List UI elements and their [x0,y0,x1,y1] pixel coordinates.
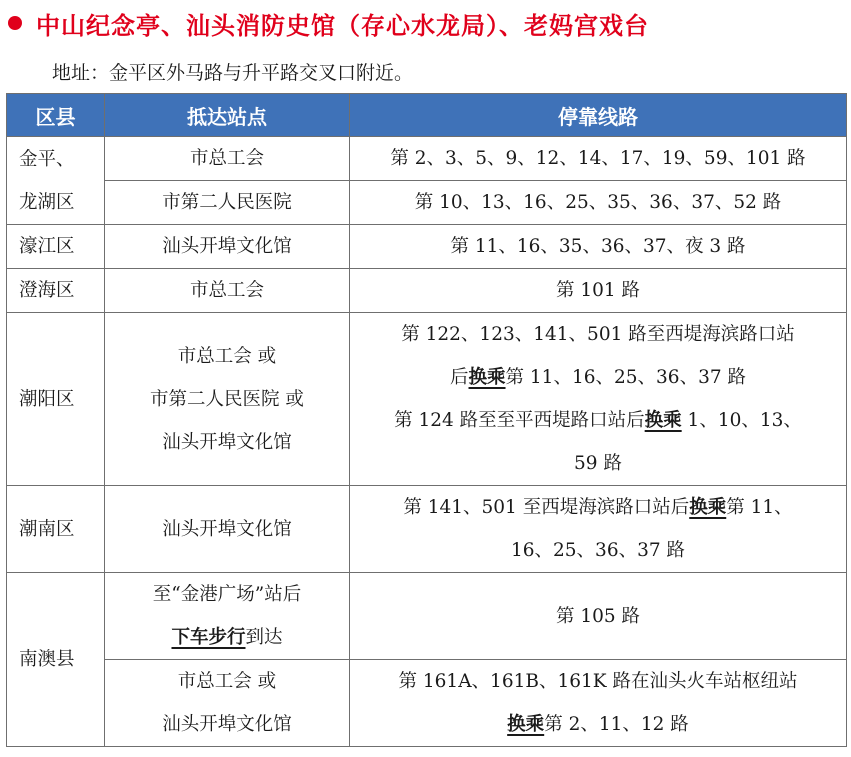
stop-line: 市总工会 或 [177,671,277,692]
stop-cell: 市第二人民医院 [105,181,350,225]
stop-line: 至“金港广场”站后 [152,584,302,605]
page-title: 中山纪念亭、汕头消防史馆（存心水龙局）、老妈宫戏台 [36,11,649,40]
district-cell [7,137,105,225]
routes-cell: 第 105 路 [350,573,847,660]
district-line: 金平、 [19,148,75,170]
routes-cell: 第 10、13、16、25、35、36、37、52 路 [350,181,847,225]
stop-line [109,616,345,659]
stop-cell: 汕头开埠文化馆 [105,225,350,269]
bullet-icon [8,16,22,30]
district-cell: 潮阳区 [7,313,105,486]
table-header-row [7,94,847,137]
stop-line: 汕头开埠文化馆 [162,714,292,735]
routes-cell [350,486,847,573]
walk-emphasis: 下车步行 [171,627,246,648]
routes-line [354,356,842,399]
routes-cell: 第 101 路 [350,269,847,313]
routes-cell: 第 2、3、5、9、12、14、17、19、59、101 路 [350,137,847,181]
stop-cell [105,573,350,660]
routes-text: 第 11、16、25、36、37 路 [505,367,746,388]
stop-cell: 市总工会 [105,137,350,181]
routes-cell [350,313,847,486]
table-row [7,181,847,225]
stop-line: 市总工会 或 [177,345,277,367]
column-header-routes: 停靠线路 [350,94,847,137]
stop-cell: 汕头开埠文化馆 [105,486,350,573]
routes-cell [350,660,847,747]
stop-cell [105,313,350,486]
transfer-emphasis: 换乘 [507,714,545,735]
column-header-district: 区县 [7,94,105,137]
routes-line [354,703,842,746]
transfer-emphasis: 换乘 [689,497,727,518]
routes-text: 后 [450,367,469,388]
stop-cell [105,660,350,747]
stop-line: 市第二人民医院 或 [150,388,304,410]
transfer-emphasis: 换乘 [468,367,506,388]
routes-line: 16、25、36、37 路 [510,540,686,561]
stop-line: 汕头开埠文化馆 [162,431,292,453]
table-row [7,225,847,269]
address-text: 地址：金平区外马路与升平路交叉口附近。 [52,62,414,84]
table-row [7,269,847,313]
routes-line: 第 161A、161B、161K 路在汕头火车站枢纽站 [398,671,798,692]
district-cell: 濠江区 [7,225,105,269]
column-header-stop: 抵达站点 [105,94,350,137]
stop-text: 到达 [245,627,283,648]
table-row [7,313,847,486]
district-cell: 澄海区 [7,269,105,313]
routes-text: 第 11、 [726,497,793,518]
routes-cell: 第 11、16、35、36、37、夜 3 路 [350,225,847,269]
routes-line: 第 122、123、141、501 路至西堤海滨路口站 [401,324,795,345]
routes-text: 第 124 路至至平西堤路口站后 [394,410,645,431]
table-row [7,573,847,660]
table-row [7,486,847,573]
transfer-emphasis: 换乘 [644,410,682,431]
district-cell: 潮南区 [7,486,105,573]
routes-text: 第 2、11、12 路 [544,714,689,735]
table-row [7,137,847,181]
district-line: 龙湖区 [19,191,75,213]
routes-line: 59 路 [574,453,622,474]
bus-route-table [6,93,847,747]
routes-text: 第 141、501 至西堤海滨路口站后 [403,497,690,518]
district-cell: 南澳县 [7,573,105,747]
table-row [7,660,847,747]
routes-text: 1、10、13、 [681,410,802,431]
title-row [8,6,649,40]
routes-line [354,486,842,529]
stop-cell: 市总工会 [105,269,350,313]
routes-line [354,399,842,442]
